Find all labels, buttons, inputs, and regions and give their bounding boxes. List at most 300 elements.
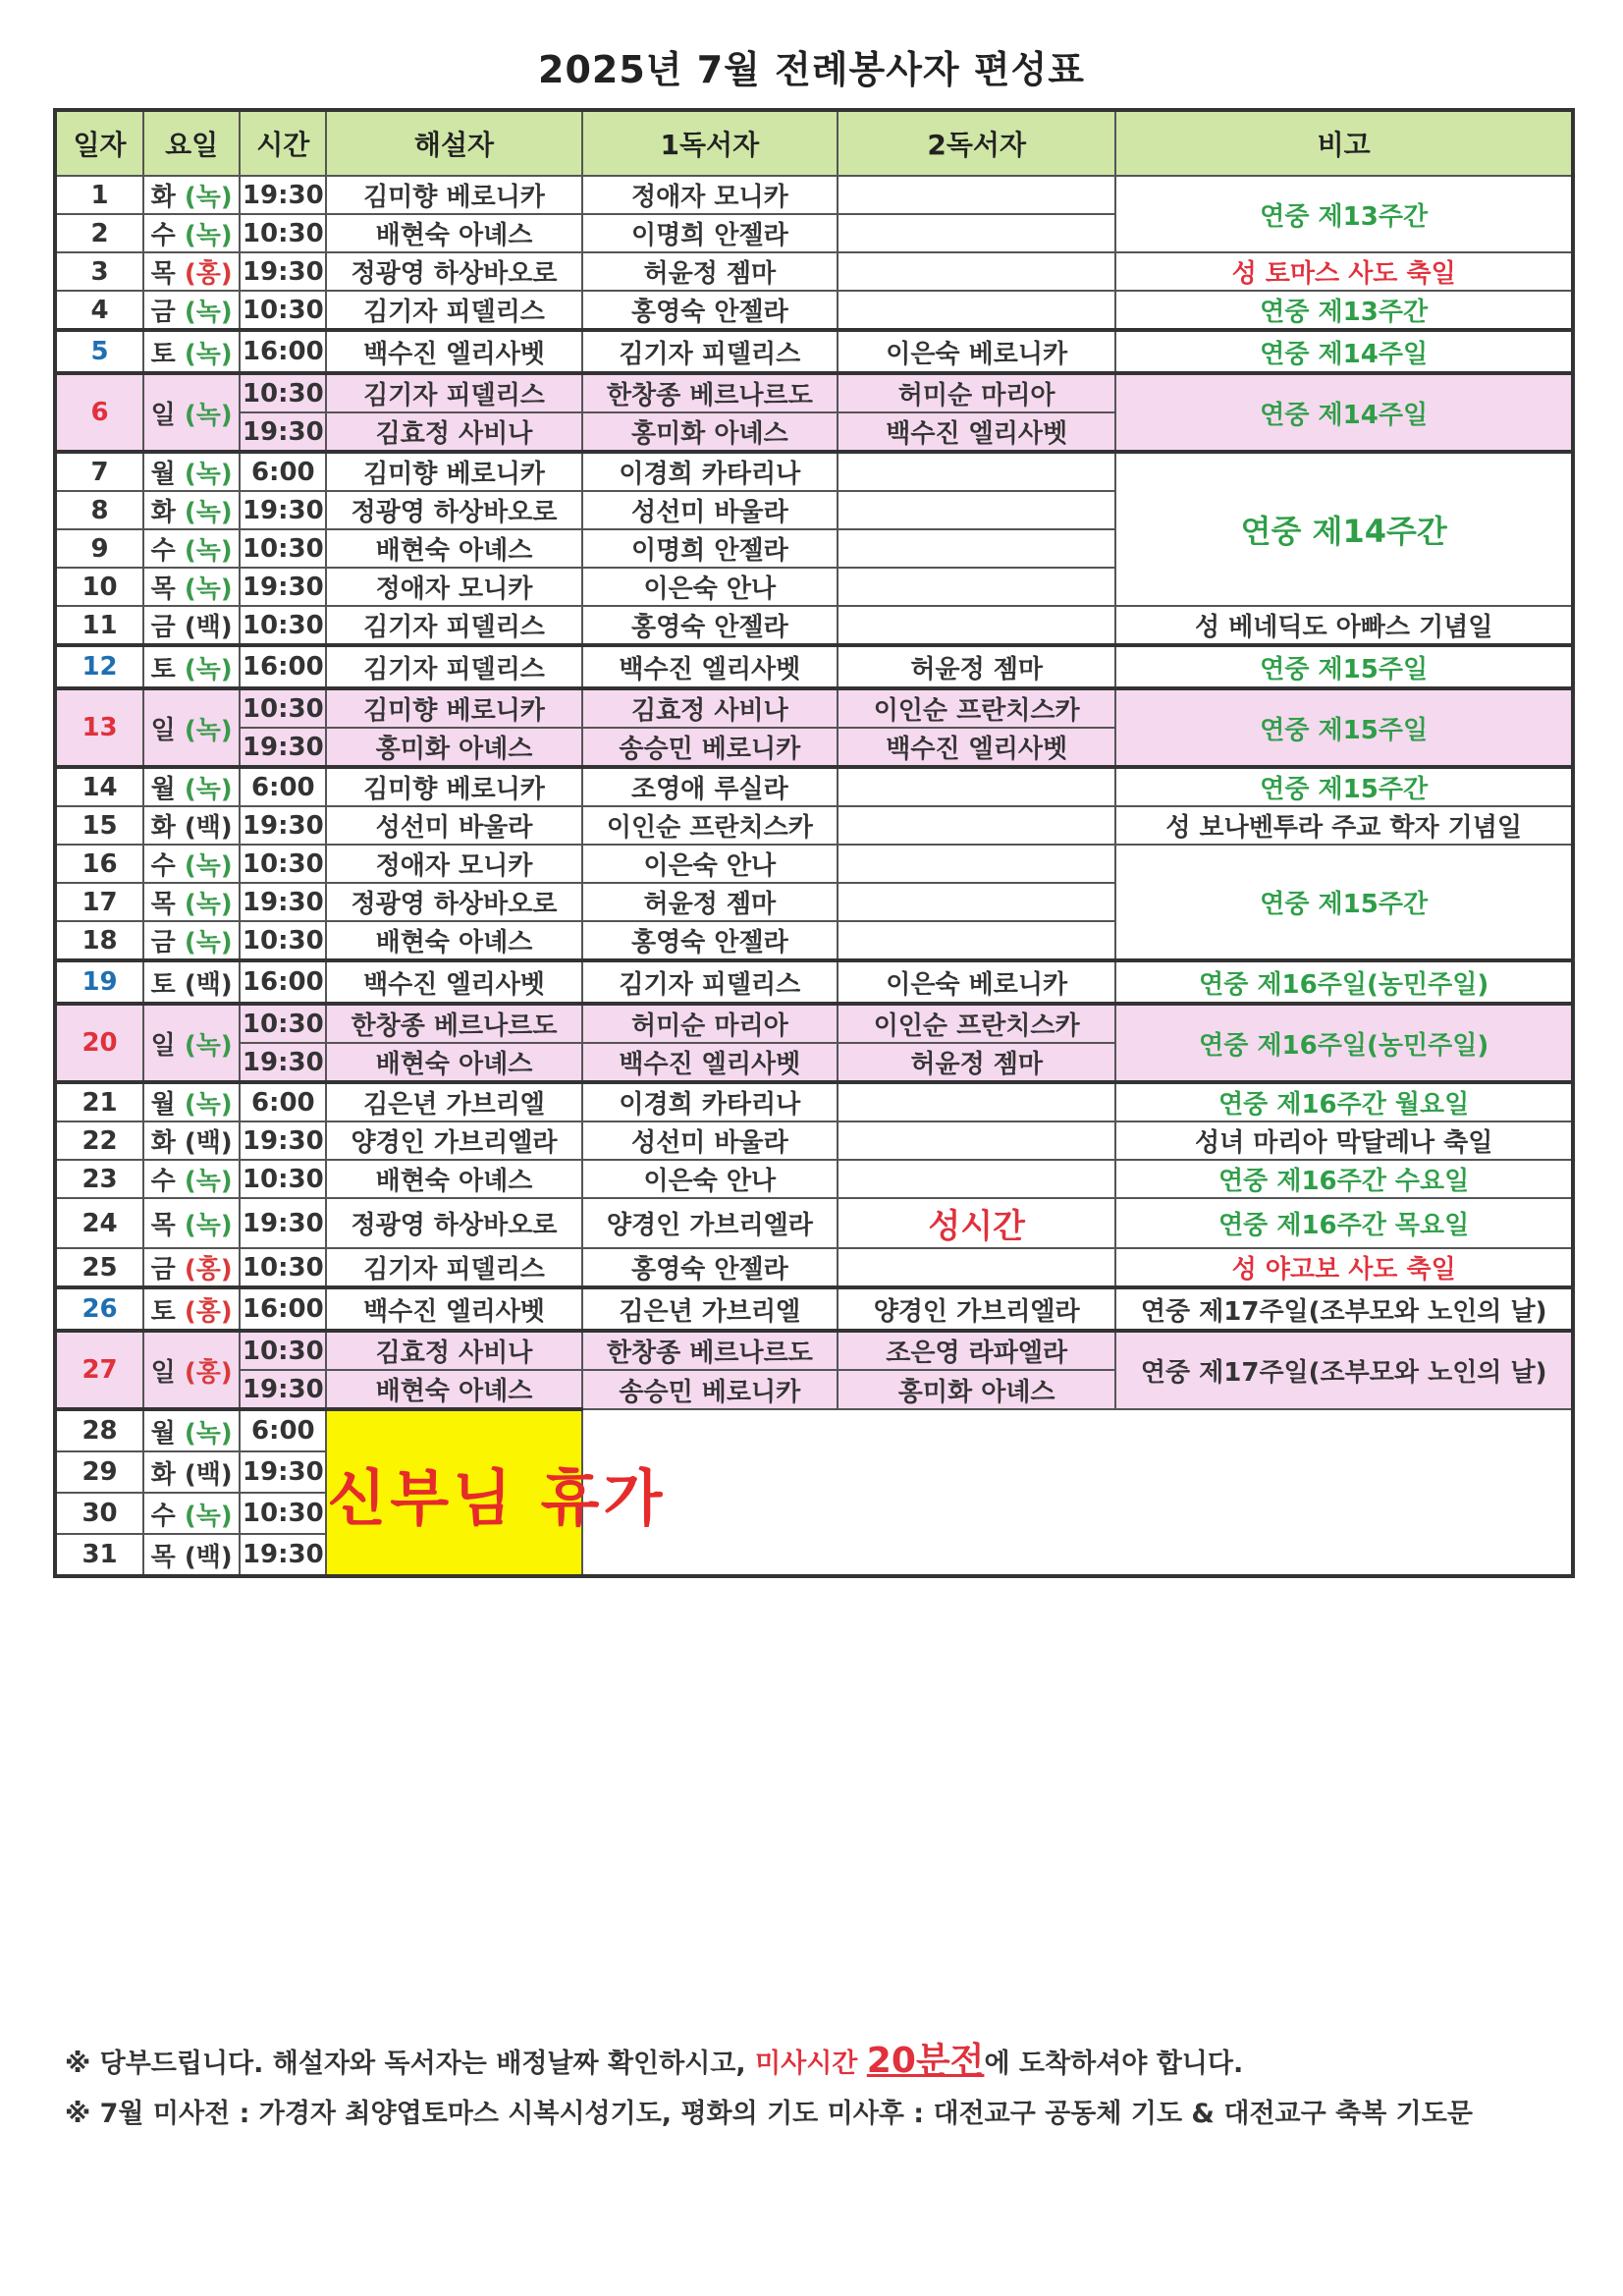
table-row bbox=[55, 1287, 1573, 1331]
reader2-cell: 이인순 프란치스카 bbox=[838, 688, 1115, 728]
weekday-label: 목 bbox=[150, 1211, 185, 1240]
time-cell: 16:00 bbox=[240, 330, 326, 373]
weekday-cell bbox=[143, 1409, 240, 1451]
reader1-cell: 홍영숙 안젤라 bbox=[582, 606, 838, 645]
reader1-cell: 정애자 모니카 bbox=[582, 176, 838, 214]
reader1-cell: 이은숙 안나 bbox=[582, 568, 838, 606]
reader1-cell: 이경희 카타리나 bbox=[582, 452, 838, 491]
commentator-cell: 배현숙 아녜스 bbox=[326, 1043, 581, 1082]
liturgical-color: (녹) bbox=[184, 890, 233, 919]
reader2-cell bbox=[838, 806, 1115, 845]
reader1-cell: 홍미화 아녜스 bbox=[582, 412, 838, 452]
time-cell: 10:30 bbox=[240, 688, 326, 728]
commentator-cell: 백수진 엘리사벳 bbox=[326, 960, 581, 1004]
time-cell: 19:30 bbox=[240, 883, 326, 921]
reader2-cell: 이은숙 베로니카 bbox=[838, 330, 1115, 373]
date-cell: 4 bbox=[55, 291, 143, 330]
weekday-cell bbox=[143, 1451, 240, 1493]
weekday-label: 수 bbox=[150, 221, 185, 250]
reader1-cell: 백수진 엘리사벳 bbox=[582, 1043, 838, 1082]
weekday-cell bbox=[143, 214, 240, 252]
weekday-label: 수 bbox=[150, 536, 185, 566]
time-cell: 19:30 bbox=[240, 806, 326, 845]
reader1-cell: 성선미 바울라 bbox=[582, 491, 838, 529]
reader2-cell bbox=[838, 921, 1115, 960]
commentator-cell: 김미향 베로니카 bbox=[326, 767, 581, 806]
reader1-cell: 이명희 안젤라 bbox=[582, 529, 838, 568]
commentator-cell: 김기자 피델리스 bbox=[326, 373, 581, 412]
note-cell: 연중 제13주간 bbox=[1115, 176, 1573, 252]
commentator-cell: 김기자 피델리스 bbox=[326, 645, 581, 688]
weekday-label: 수 bbox=[150, 1501, 185, 1531]
reader1-cell: 허윤정 젬마 bbox=[582, 252, 838, 291]
page-title: 2025년 7월 전례봉사자 편성표 bbox=[538, 48, 1085, 91]
reader2-cell: 허미순 마리아 bbox=[838, 373, 1115, 412]
date-cell: 18 bbox=[55, 921, 143, 960]
time-cell: 19:30 bbox=[240, 491, 326, 529]
footer-notice-arrival bbox=[65, 2033, 1243, 2083]
date-cell: 19 bbox=[55, 960, 143, 1004]
reader2-cell bbox=[838, 606, 1115, 645]
weekday-label: 일 bbox=[150, 715, 185, 745]
weekday-cell bbox=[143, 491, 240, 529]
date-cell: 8 bbox=[55, 491, 143, 529]
commentator-cell: 한창종 베르나르도 bbox=[326, 1004, 581, 1043]
reader1-cell: 김은년 가브리엘 bbox=[582, 1287, 838, 1331]
commentator-cell: 정애자 모니카 bbox=[326, 845, 581, 883]
note-cell: 성 야고보 사도 축일 bbox=[1115, 1248, 1573, 1287]
weekday-label: 일 bbox=[150, 1030, 185, 1061]
reader2-cell bbox=[838, 767, 1115, 806]
footer-line1-a: ※ 당부드립니다. 해설자와 독서자는 배정날짜 확인하시고, bbox=[65, 2049, 756, 2079]
commentator-cell: 김기자 피델리스 bbox=[326, 1248, 581, 1287]
liturgical-color: (녹) bbox=[184, 928, 233, 957]
weekday-label: 월 bbox=[150, 1418, 185, 1449]
date-cell: 24 bbox=[55, 1198, 143, 1248]
liturgical-color: (녹) bbox=[184, 460, 233, 489]
liturgical-color: (백) bbox=[184, 1542, 233, 1572]
liturgical-color: (녹) bbox=[184, 1090, 233, 1120]
note-cell: 연중 제14주간 bbox=[1115, 452, 1573, 606]
weekday-cell bbox=[143, 176, 240, 214]
weekday-label: 토 bbox=[150, 339, 185, 369]
weekday-label: 수 bbox=[150, 1167, 185, 1196]
date-cell: 2 bbox=[55, 214, 143, 252]
reader1-cell: 허윤정 젬마 bbox=[582, 883, 838, 921]
table-row bbox=[55, 1493, 1573, 1534]
time-cell: 19:30 bbox=[240, 1198, 326, 1248]
weekday-cell bbox=[143, 921, 240, 960]
weekday-cell bbox=[143, 252, 240, 291]
weekday-cell bbox=[143, 452, 240, 491]
reader2-cell bbox=[838, 1082, 1115, 1121]
note-cell: 연중 제15주일 bbox=[1115, 645, 1573, 688]
reader2-cell: 백수진 엘리사벳 bbox=[838, 728, 1115, 767]
reader1-cell: 조영애 루실라 bbox=[582, 767, 838, 806]
commentator-cell: 김미향 베로니카 bbox=[326, 688, 581, 728]
weekday-cell bbox=[143, 606, 240, 645]
commentator-cell: 배현숙 아녜스 bbox=[326, 214, 581, 252]
time-cell: 10:30 bbox=[240, 373, 326, 412]
weekday-label: 일 bbox=[150, 400, 185, 430]
reader2-cell bbox=[838, 176, 1115, 214]
liturgical-color: (녹) bbox=[184, 775, 233, 804]
date-cell: 14 bbox=[55, 767, 143, 806]
liturgical-color: (녹) bbox=[184, 298, 233, 327]
reader1-cell: 이은숙 안나 bbox=[582, 1160, 838, 1198]
note-cell: 연중 제17주일(조부모와 노인의 날) bbox=[1115, 1331, 1573, 1409]
weekday-label: 금 bbox=[150, 613, 185, 642]
liturgical-color: (녹) bbox=[184, 574, 233, 604]
date-cell: 5 bbox=[55, 330, 143, 373]
commentator-cell: 홍미화 아녜스 bbox=[326, 728, 581, 767]
time-cell: 10:30 bbox=[240, 845, 326, 883]
date-cell: 1 bbox=[55, 176, 143, 214]
weekday-label: 목 bbox=[150, 259, 185, 289]
time-cell: 19:30 bbox=[240, 1370, 326, 1409]
commentator-cell: 김효정 사비나 bbox=[326, 412, 581, 452]
weekday-label: 금 bbox=[150, 928, 185, 957]
header-weekday: 요일 bbox=[143, 110, 240, 176]
weekday-cell bbox=[143, 1493, 240, 1534]
commentator-cell: 배현숙 아녜스 bbox=[326, 1370, 581, 1409]
weekday-label: 화 bbox=[150, 813, 185, 843]
weekday-label: 월 bbox=[150, 1090, 185, 1120]
weekday-cell bbox=[143, 1121, 240, 1160]
weekday-cell bbox=[143, 960, 240, 1004]
reader2-cell: 양경인 가브리엘라 bbox=[838, 1287, 1115, 1331]
time-cell: 19:30 bbox=[240, 728, 326, 767]
reader2-cell: 조은영 라파엘라 bbox=[838, 1331, 1115, 1370]
table-row bbox=[55, 373, 1573, 412]
commentator-cell: 배현숙 아녜스 bbox=[326, 529, 581, 568]
time-cell: 10:30 bbox=[240, 1493, 326, 1534]
commentator-cell: 김효정 사비나 bbox=[326, 1331, 581, 1370]
date-cell: 6 bbox=[55, 373, 143, 452]
weekday-cell bbox=[143, 806, 240, 845]
liturgical-color: (홍) bbox=[184, 259, 233, 289]
reader1-cell: 김기자 피델리스 bbox=[582, 330, 838, 373]
reader2-cell bbox=[838, 452, 1115, 491]
weekday-label: 화 bbox=[150, 1128, 185, 1158]
date-cell: 10 bbox=[55, 568, 143, 606]
time-cell: 16:00 bbox=[240, 960, 326, 1004]
note-cell: 연중 제16주간 목요일 bbox=[1115, 1198, 1573, 1248]
date-cell: 15 bbox=[55, 806, 143, 845]
table-row bbox=[55, 1198, 1573, 1248]
reader1-cell: 홍영숙 안젤라 bbox=[582, 1248, 838, 1287]
reader2-cell bbox=[838, 252, 1115, 291]
liturgical-color: (녹) bbox=[184, 183, 233, 212]
date-cell: 29 bbox=[55, 1451, 143, 1493]
weekday-cell bbox=[143, 1331, 240, 1409]
note-cell: 연중 제16주간 월요일 bbox=[1115, 1082, 1573, 1121]
time-cell: 10:30 bbox=[240, 1160, 326, 1198]
table-row bbox=[55, 767, 1573, 806]
date-cell: 16 bbox=[55, 845, 143, 883]
reader2-cell: 홍미화 아녜스 bbox=[838, 1370, 1115, 1409]
reader1-cell: 이명희 안젤라 bbox=[582, 214, 838, 252]
note-cell: 연중 제14주일 bbox=[1115, 330, 1573, 373]
date-cell: 21 bbox=[55, 1082, 143, 1121]
note-cell: 연중 제17주일(조부모와 노인의 날) bbox=[1115, 1287, 1573, 1331]
commentator-cell: 정광영 하상바오로 bbox=[326, 1198, 581, 1248]
reader1-cell: 이인순 프란치스카 bbox=[582, 806, 838, 845]
date-cell: 27 bbox=[55, 1331, 143, 1409]
commentator-cell: 김은년 가브리엘 bbox=[326, 1082, 581, 1121]
table-row bbox=[55, 688, 1573, 728]
reader2-cell bbox=[838, 568, 1115, 606]
note-cell: 성 보나벤투라 주교 학자 기념일 bbox=[1115, 806, 1573, 845]
note-cell: 연중 제16주간 수요일 bbox=[1115, 1160, 1573, 1198]
reader2-cell: 허윤정 젬마 bbox=[838, 645, 1115, 688]
liturgical-color: (녹) bbox=[184, 654, 233, 684]
reader1-cell: 송승민 베로니카 bbox=[582, 1370, 838, 1409]
reader2-cell: 이인순 프란치스카 bbox=[838, 1004, 1115, 1043]
weekday-cell bbox=[143, 1004, 240, 1082]
table-row bbox=[55, 1534, 1573, 1576]
footer-line1-b: 미사시간 bbox=[755, 2049, 867, 2079]
date-cell: 12 bbox=[55, 645, 143, 688]
date-cell: 9 bbox=[55, 529, 143, 568]
commentator-cell: 김미향 베로니카 bbox=[326, 176, 581, 214]
liturgical-color: (홍) bbox=[184, 1296, 233, 1327]
liturgical-color: (녹) bbox=[184, 339, 233, 369]
reader2-cell bbox=[838, 1248, 1115, 1287]
reader2-cell: 이은숙 베로니카 bbox=[838, 960, 1115, 1004]
liturgical-color: (녹) bbox=[184, 498, 233, 527]
reader1-cell: 백수진 엘리사벳 bbox=[582, 645, 838, 688]
date-cell: 23 bbox=[55, 1160, 143, 1198]
liturgical-color: (백) bbox=[184, 1459, 233, 1490]
liturgical-color: (녹) bbox=[184, 536, 233, 566]
weekday-label: 토 bbox=[150, 969, 185, 1000]
weekday-cell bbox=[143, 1160, 240, 1198]
commentator-cell: 김기자 피델리스 bbox=[326, 606, 581, 645]
time-cell: 10:30 bbox=[240, 921, 326, 960]
table-row bbox=[55, 1248, 1573, 1287]
liturgical-color: (녹) bbox=[184, 1030, 233, 1061]
liturgical-color: (홍) bbox=[184, 1255, 233, 1285]
weekday-cell bbox=[143, 291, 240, 330]
table-row bbox=[55, 1409, 1573, 1451]
liturgical-color: (녹) bbox=[184, 851, 233, 881]
time-cell: 6:00 bbox=[240, 1082, 326, 1121]
time-cell: 6:00 bbox=[240, 767, 326, 806]
table-row bbox=[55, 1451, 1573, 1493]
weekday-cell bbox=[143, 645, 240, 688]
weekday-label: 월 bbox=[150, 460, 185, 489]
reader2-cell bbox=[838, 845, 1115, 883]
note-cell: 성 토마스 사도 축일 bbox=[1115, 252, 1573, 291]
date-cell: 7 bbox=[55, 452, 143, 491]
header-row bbox=[55, 110, 1573, 176]
header-note: 비고 bbox=[1115, 110, 1573, 176]
schedule-body bbox=[55, 176, 1573, 1576]
weekday-label: 월 bbox=[150, 775, 185, 804]
weekday-cell bbox=[143, 688, 240, 767]
time-cell: 10:30 bbox=[240, 529, 326, 568]
weekday-label: 금 bbox=[150, 298, 185, 327]
reader1-cell: 한창종 베르나르도 bbox=[582, 373, 838, 412]
time-cell: 16:00 bbox=[240, 1287, 326, 1331]
date-cell: 11 bbox=[55, 606, 143, 645]
reader1-cell: 김효정 사비나 bbox=[582, 688, 838, 728]
time-cell: 19:30 bbox=[240, 1043, 326, 1082]
commentator-cell: 성선미 바울라 bbox=[326, 806, 581, 845]
reader1-cell: 이은숙 안나 bbox=[582, 845, 838, 883]
weekday-cell bbox=[143, 1534, 240, 1576]
weekday-label: 목 bbox=[150, 574, 185, 604]
weekday-label: 금 bbox=[150, 1255, 185, 1285]
commentator-cell: 김기자 피델리스 bbox=[326, 291, 581, 330]
reader1-cell: 김기자 피델리스 bbox=[582, 960, 838, 1004]
table-row bbox=[55, 806, 1573, 845]
table-row bbox=[55, 960, 1573, 1004]
table-row bbox=[55, 330, 1573, 373]
reader2-cell bbox=[838, 1121, 1115, 1160]
footer-line1-d: 에 도착하셔야 합니다. bbox=[984, 2049, 1244, 2079]
commentator-cell: 정애자 모니카 bbox=[326, 568, 581, 606]
reader1-cell: 한창종 베르나르도 bbox=[582, 1331, 838, 1370]
weekday-cell bbox=[143, 1248, 240, 1287]
commentator-cell: 배현숙 아녜스 bbox=[326, 921, 581, 960]
note-cell: 연중 제13주간 bbox=[1115, 291, 1573, 330]
note-cell: 연중 제15주일 bbox=[1115, 688, 1573, 767]
note-cell: 연중 제15주간 bbox=[1115, 767, 1573, 806]
commentator-cell: 양경인 가브리엘라 bbox=[326, 1121, 581, 1160]
date-cell: 25 bbox=[55, 1248, 143, 1287]
time-cell: 10:30 bbox=[240, 1248, 326, 1287]
note-cell: 연중 제14주일 bbox=[1115, 373, 1573, 452]
weekday-cell bbox=[143, 845, 240, 883]
date-cell: 26 bbox=[55, 1287, 143, 1331]
reader2-cell bbox=[838, 491, 1115, 529]
weekday-cell bbox=[143, 330, 240, 373]
table-row bbox=[55, 252, 1573, 291]
table-row bbox=[55, 452, 1573, 491]
weekday-label: 화 bbox=[150, 1459, 185, 1490]
reader2-cell: 허윤정 젬마 bbox=[838, 1043, 1115, 1082]
table-row bbox=[55, 1082, 1573, 1121]
vacation-cell: 신부님 휴가 bbox=[326, 1409, 581, 1576]
commentator-cell: 정광영 하상바오로 bbox=[326, 883, 581, 921]
weekday-label: 화 bbox=[150, 498, 185, 527]
date-cell: 30 bbox=[55, 1493, 143, 1534]
reader2-cell bbox=[838, 1160, 1115, 1198]
date-cell: 31 bbox=[55, 1534, 143, 1576]
liturgical-color: (백) bbox=[184, 969, 233, 1000]
time-cell: 19:30 bbox=[240, 252, 326, 291]
commentator-cell: 백수진 엘리사벳 bbox=[326, 330, 581, 373]
commentator-cell: 배현숙 아녜스 bbox=[326, 1160, 581, 1198]
time-cell: 19:30 bbox=[240, 568, 326, 606]
time-cell: 10:30 bbox=[240, 606, 326, 645]
reader1-cell: 홍영숙 안젤라 bbox=[582, 291, 838, 330]
footer-line1-c: 20분전 bbox=[866, 2041, 985, 2081]
weekday-cell bbox=[143, 883, 240, 921]
weekday-label: 수 bbox=[150, 851, 185, 881]
holy-hour-cell: 성시간 bbox=[838, 1198, 1115, 1248]
time-cell: 10:30 bbox=[240, 1004, 326, 1043]
reader2-cell bbox=[838, 529, 1115, 568]
liturgical-color: (녹) bbox=[184, 1211, 233, 1240]
reader2-cell bbox=[838, 291, 1115, 330]
reader1-cell: 양경인 가브리엘라 bbox=[582, 1198, 838, 1248]
table-row bbox=[55, 645, 1573, 688]
header-reader2: 2독서자 bbox=[838, 110, 1115, 176]
liturgical-color: (녹) bbox=[184, 1167, 233, 1196]
reader2-cell: 백수진 엘리사벳 bbox=[838, 412, 1115, 452]
liturgical-color: (녹) bbox=[184, 715, 233, 745]
note-cell: 성녀 마리아 막달레나 축일 bbox=[1115, 1121, 1573, 1160]
liturgical-color: (백) bbox=[184, 613, 233, 642]
footer-notice-prayers: ※ 7월 미사전 : 가경자 최양엽토마스 시복시성기도, 평화의 기도 미사후 : 대전교구 공동체 기도 & 대전교구 축복 기도문 bbox=[65, 2099, 1473, 2129]
commentator-cell: 김미향 베로니카 bbox=[326, 452, 581, 491]
time-cell: 16:00 bbox=[240, 645, 326, 688]
liturgical-color: (녹) bbox=[184, 400, 233, 430]
weekday-cell bbox=[143, 1198, 240, 1248]
weekday-label: 토 bbox=[150, 1296, 185, 1327]
weekday-cell bbox=[143, 373, 240, 452]
liturgical-color: (백) bbox=[184, 1128, 233, 1158]
reader1-cell: 이경희 카타리나 bbox=[582, 1082, 838, 1121]
weekday-cell bbox=[143, 568, 240, 606]
time-cell: 19:30 bbox=[240, 1451, 326, 1493]
weekday-label: 일 bbox=[150, 1357, 185, 1388]
weekday-cell bbox=[143, 767, 240, 806]
commentator-cell: 백수진 엘리사벳 bbox=[326, 1287, 581, 1331]
reader2-cell bbox=[838, 883, 1115, 921]
header-reader1: 1독서자 bbox=[582, 110, 838, 176]
table-row bbox=[55, 606, 1573, 645]
weekday-label: 목 bbox=[150, 890, 185, 919]
time-cell: 6:00 bbox=[240, 1409, 326, 1451]
date-cell: 20 bbox=[55, 1004, 143, 1082]
date-cell: 17 bbox=[55, 883, 143, 921]
time-cell: 10:30 bbox=[240, 1331, 326, 1370]
header-time: 시간 bbox=[240, 110, 326, 176]
liturgical-color: (백) bbox=[184, 813, 233, 843]
table-row bbox=[55, 176, 1573, 214]
weekday-cell bbox=[143, 1082, 240, 1121]
header-commentator: 해설자 bbox=[326, 110, 581, 176]
table-row bbox=[55, 1160, 1573, 1198]
reader1-cell: 송승민 베로니카 bbox=[582, 728, 838, 767]
date-cell: 13 bbox=[55, 688, 143, 767]
table-row bbox=[55, 291, 1573, 330]
date-cell: 3 bbox=[55, 252, 143, 291]
table-row bbox=[55, 1331, 1573, 1370]
time-cell: 10:30 bbox=[240, 214, 326, 252]
weekday-label: 목 bbox=[150, 1542, 185, 1572]
table-row bbox=[55, 1121, 1573, 1160]
weekday-cell bbox=[143, 1287, 240, 1331]
time-cell: 19:30 bbox=[240, 176, 326, 214]
weekday-cell bbox=[143, 529, 240, 568]
note-cell: 성 베네딕도 아빠스 기념일 bbox=[1115, 606, 1573, 645]
commentator-cell: 정광영 하상바오로 bbox=[326, 252, 581, 291]
header-date: 일자 bbox=[55, 110, 143, 176]
time-cell: 19:30 bbox=[240, 412, 326, 452]
reader1-cell: 성선미 바울라 bbox=[582, 1121, 838, 1160]
time-cell: 19:30 bbox=[240, 1121, 326, 1160]
liturgical-color: (녹) bbox=[184, 1418, 233, 1449]
reader1-cell: 홍영숙 안젤라 bbox=[582, 921, 838, 960]
date-cell: 22 bbox=[55, 1121, 143, 1160]
schedule-table bbox=[53, 108, 1575, 1578]
note-cell: 연중 제16주일(농민주일) bbox=[1115, 1004, 1573, 1082]
